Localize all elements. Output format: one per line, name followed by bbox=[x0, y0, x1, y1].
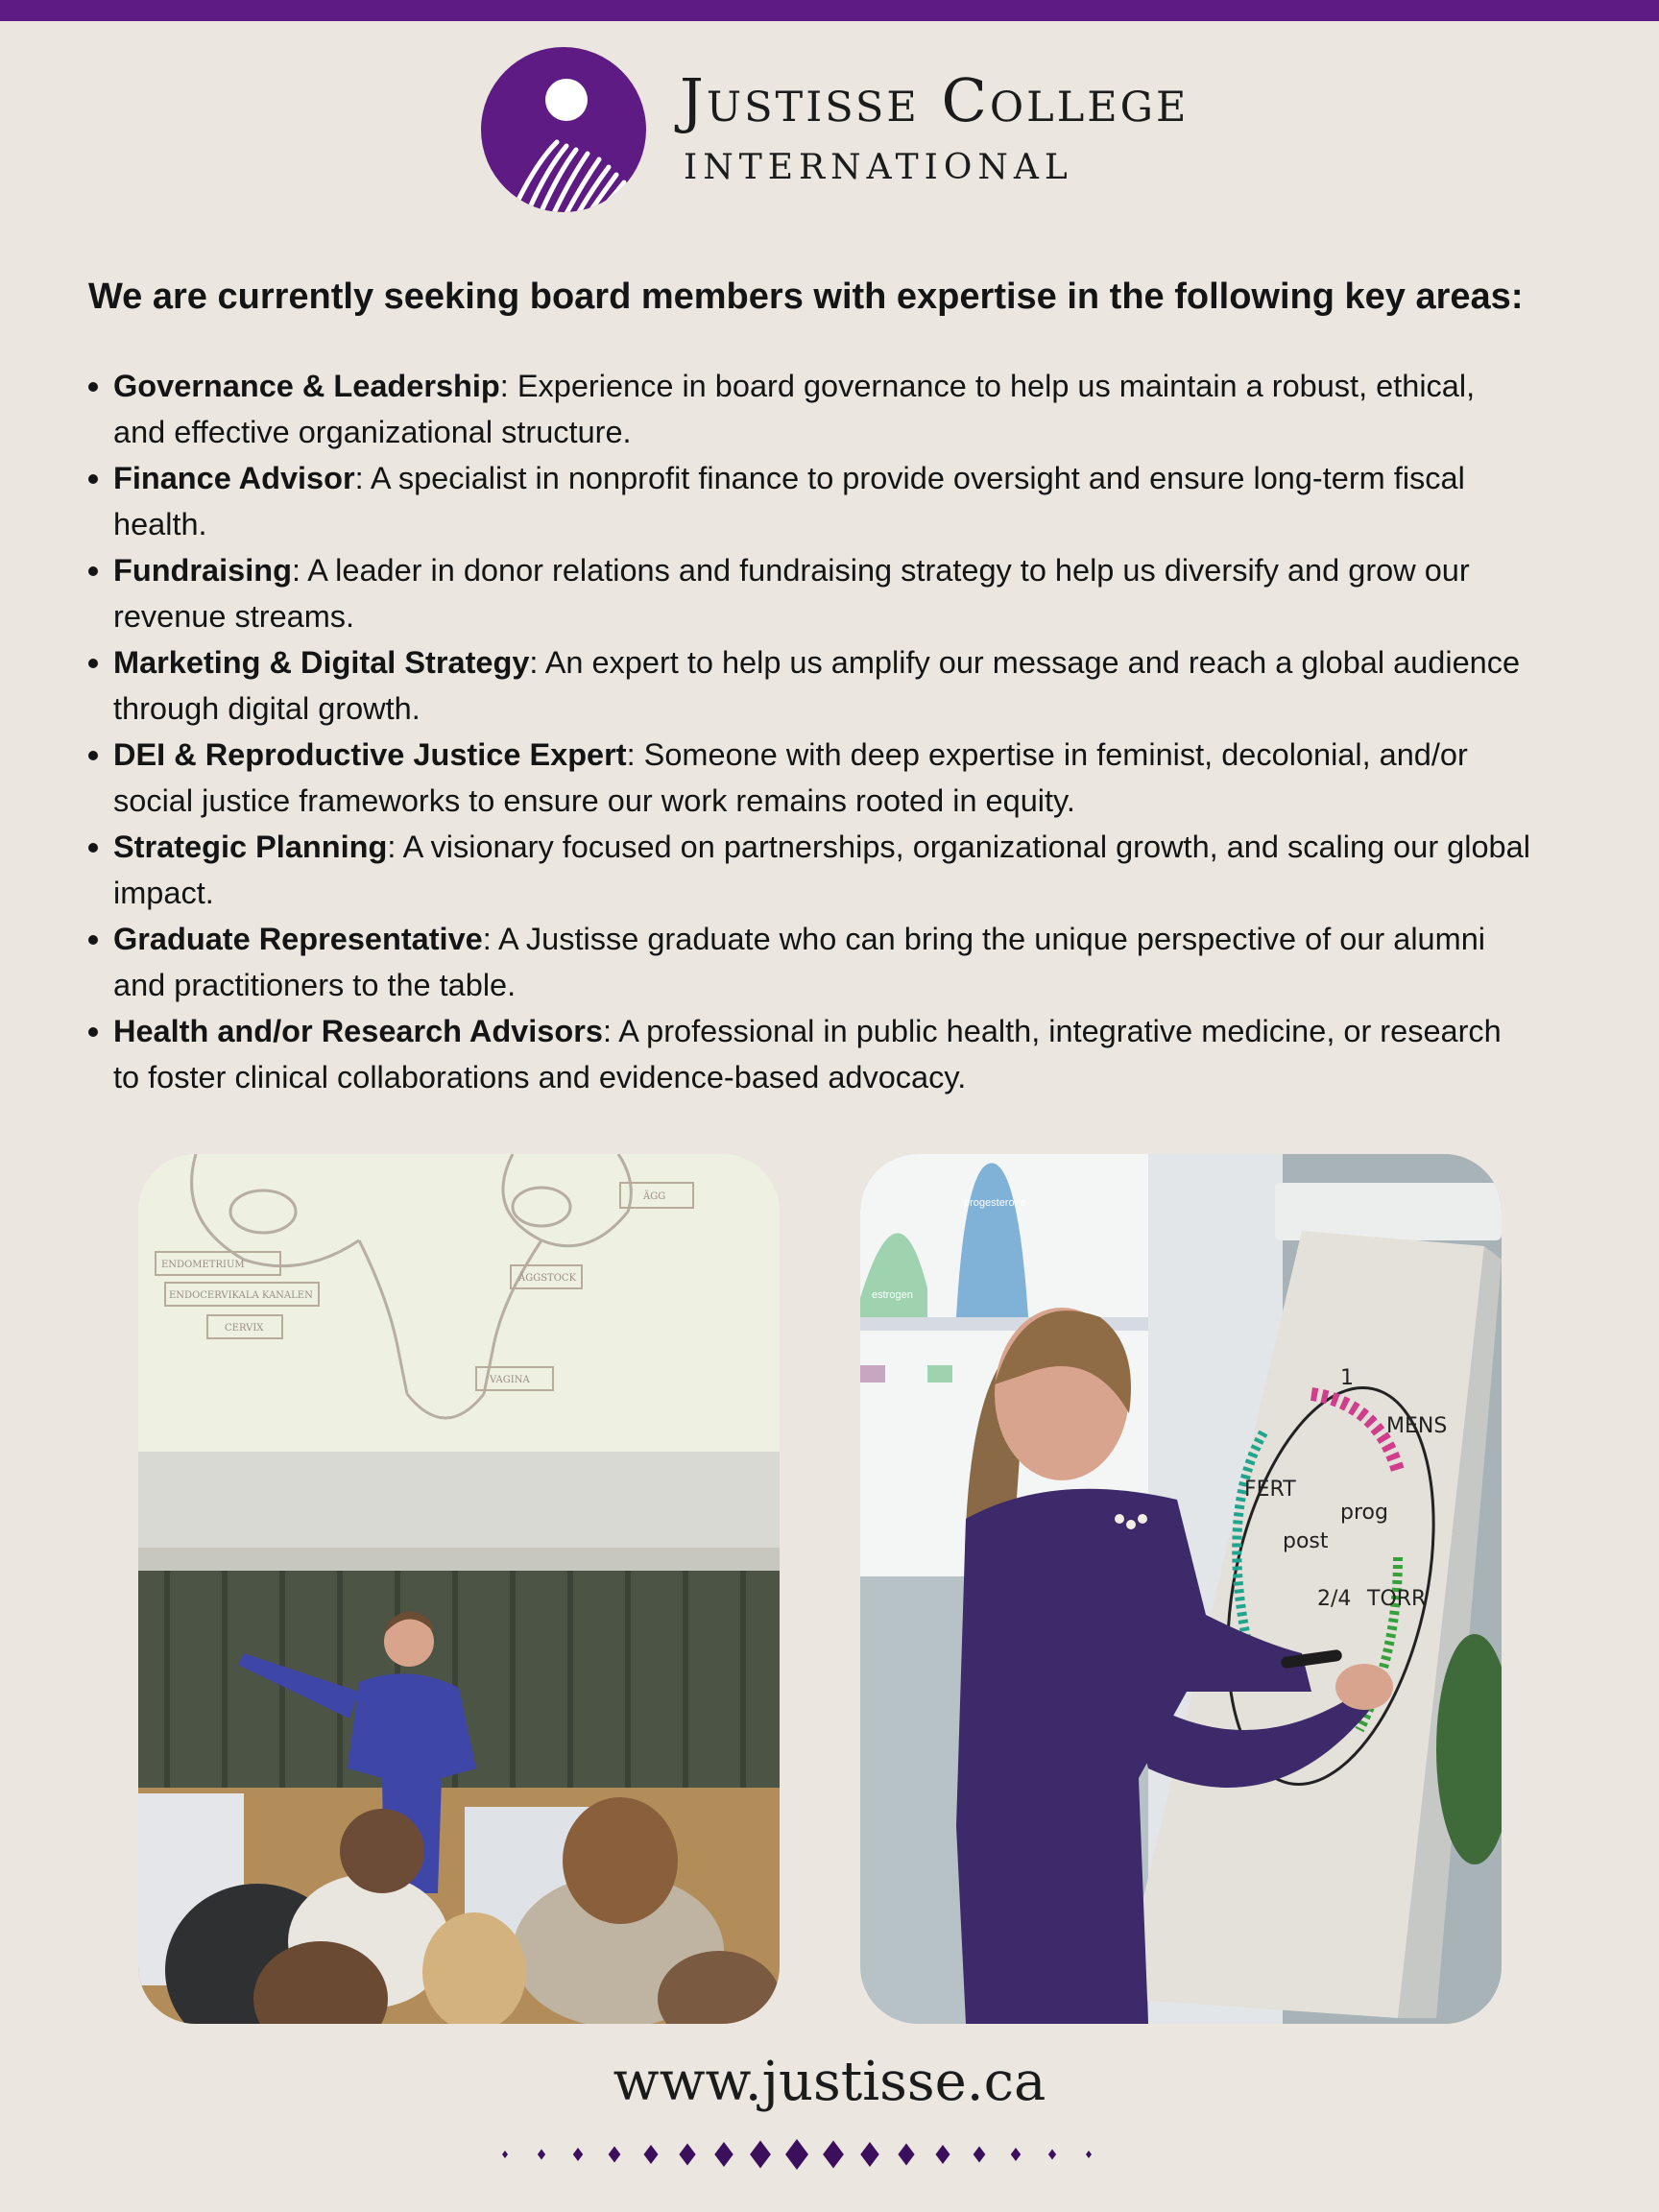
board-word: post bbox=[1283, 1529, 1329, 1553]
area-title: Governance & Leadership bbox=[113, 369, 500, 403]
board-word: 1 bbox=[1340, 1366, 1354, 1390]
area-title: Graduate Representative bbox=[113, 922, 483, 956]
diamond-mark bbox=[502, 2151, 508, 2158]
area-text: : A visionary focused on partnerships, organizational growth, and scaling our global impact. bbox=[113, 830, 1530, 910]
diamond-mark bbox=[785, 2139, 808, 2170]
flipchart-photo bbox=[860, 1154, 1502, 2024]
area-text: : An expert to help us amplify our message and reach a global audience through digital growth. bbox=[113, 645, 1521, 726]
area-text: : Someone with deep expertise in feminist, decolonial, and/or social justice frameworks to ensure our work remains rooted in equity. bbox=[113, 737, 1468, 818]
expertise-list bbox=[113, 363, 1534, 1100]
list-item bbox=[113, 824, 1534, 916]
diamond-mark bbox=[750, 2141, 771, 2169]
diamond-mark bbox=[573, 2148, 584, 2161]
lecture-photo bbox=[138, 1154, 780, 2024]
diamond-mark bbox=[538, 2150, 545, 2160]
top-accent-bar bbox=[0, 0, 1659, 21]
diamond-mark bbox=[714, 2142, 733, 2167]
brand-subtitle: INTERNATIONAL bbox=[684, 148, 1073, 187]
anatomy-label: VAGINA bbox=[490, 1375, 530, 1385]
lecture-scene bbox=[138, 1154, 780, 2024]
area-title: Finance Advisor bbox=[113, 461, 355, 495]
diamond-mark bbox=[974, 2147, 986, 2163]
anatomy-label: ENDOCERVIKALA KANALEN bbox=[169, 1290, 313, 1301]
area-text: : A leader in donor relations and fundraising strategy to help us diversify and grow our revenue streams. bbox=[113, 553, 1470, 634]
diamond-mark bbox=[609, 2147, 621, 2163]
area-title: DEI & Reproductive Justice Expert bbox=[113, 737, 627, 772]
flipchart-scene bbox=[860, 1154, 1502, 2024]
area-title: Health and/or Research Advisors bbox=[113, 1014, 603, 1048]
anatomy-label: CERVIX bbox=[225, 1323, 264, 1334]
diamond-mark bbox=[679, 2144, 695, 2166]
list-item bbox=[113, 639, 1534, 732]
list-item bbox=[113, 363, 1534, 455]
board-word: MENS bbox=[1386, 1414, 1448, 1438]
logo bbox=[480, 46, 1210, 219]
brand-name: Justisse College bbox=[680, 65, 1190, 135]
area-title: Fundraising bbox=[113, 553, 292, 588]
diamond-mark bbox=[1048, 2150, 1056, 2160]
page-heading: We are currently seeking board members with expertise in the following key areas: bbox=[88, 276, 1524, 317]
board-word: FERT bbox=[1244, 1478, 1296, 1502]
diamond-mark bbox=[1086, 2151, 1092, 2158]
area-text: : A specialist in nonprofit finance to provide oversight and ensure long-term fiscal health. bbox=[113, 461, 1465, 541]
board-word: TORR bbox=[1367, 1587, 1427, 1611]
diamond-mark bbox=[644, 2145, 659, 2164]
diamond-mark bbox=[823, 2141, 844, 2169]
anatomy-label: ÄGG bbox=[643, 1191, 666, 1202]
area-title: Strategic Planning bbox=[113, 830, 388, 864]
list-item bbox=[113, 1008, 1534, 1100]
anatomy-label: ENDOMETRIUM bbox=[161, 1260, 245, 1270]
moon-grass-emblem-icon bbox=[480, 46, 647, 213]
anatomy-label: ÄGGSTOCK bbox=[518, 1273, 577, 1284]
diamond-mark bbox=[860, 2142, 879, 2167]
board-word: 2/4 bbox=[1317, 1587, 1352, 1611]
area-text: : Experience in board governance to help us maintain a robust, ethical, and effective organizational structure. bbox=[113, 369, 1476, 449]
list-item bbox=[113, 547, 1534, 639]
diamond-mark bbox=[1011, 2148, 1022, 2161]
area-title: Marketing & Digital Strategy bbox=[113, 645, 530, 680]
diamond-mark bbox=[898, 2144, 914, 2166]
list-item bbox=[113, 732, 1534, 824]
chart-label: estrogen bbox=[872, 1289, 913, 1301]
diamond-row-icon bbox=[490, 2135, 1104, 2174]
list-item bbox=[113, 455, 1534, 547]
diamond-mark bbox=[936, 2145, 950, 2164]
area-text: : A professional in public health, integrative medicine, or research to foster clinical collaborations and evidence-based advocacy. bbox=[113, 1014, 1502, 1094]
board-word: prog bbox=[1340, 1501, 1388, 1525]
list-item bbox=[113, 916, 1534, 1008]
chart-label: progesterone bbox=[964, 1197, 1026, 1209]
area-text: : A Justisse graduate who can bring the unique perspective of our alumni and practitioners to the table. bbox=[113, 922, 1485, 1002]
website-link[interactable]: www.justisse.ca bbox=[613, 2051, 1046, 2113]
